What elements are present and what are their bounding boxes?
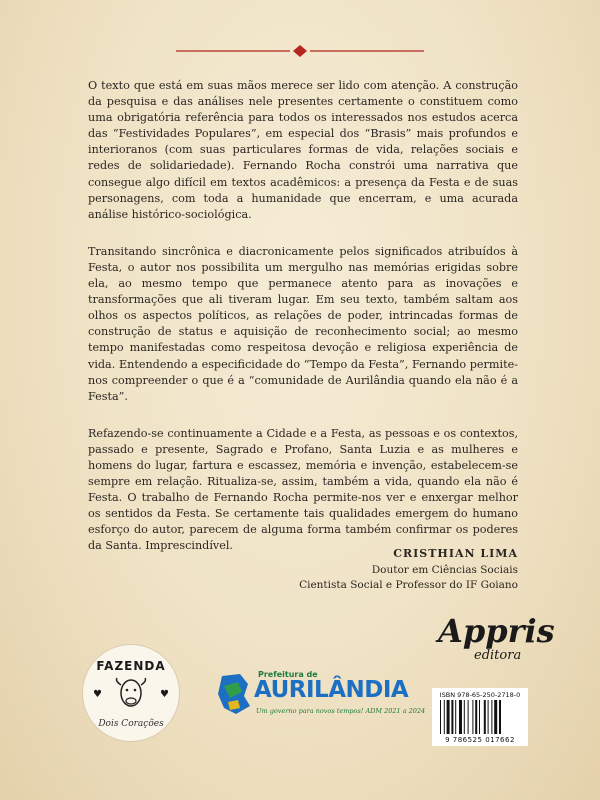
barcode-number: 9 786525 017662 <box>445 736 515 744</box>
author-signature <box>299 546 518 593</box>
barcode-bar <box>484 700 486 734</box>
barcode-bar <box>447 700 450 734</box>
barcode-bar <box>472 700 473 734</box>
signature-title-2: Cientista Social e Professor do IF Goiano <box>299 579 518 591</box>
heart-icon: ♥ <box>93 689 102 700</box>
cow-icon <box>113 675 149 711</box>
barcode-bar <box>494 700 497 734</box>
prefeitura-name: AURILÂNDIA <box>254 677 409 703</box>
barcode-bar <box>455 700 456 734</box>
back-cover-text <box>88 78 518 576</box>
fazenda-subtitle: Dois Corações <box>98 719 164 729</box>
fazenda-title: FAZENDA <box>96 659 166 673</box>
isbn-barcode <box>432 688 528 746</box>
paragraph-3: Refazendo-se continuamente a Cidade e a Festa, as pessoas e os contextos, passado e presente, Sagrado e Profano, Santa Luzia e as mulheres e homens do lugar, fartura e escassez, memória e invenção, estabelecem-se sempre em relação. Ritualiza-se, assim, também a vida, quando ela não é Festa. O trabalho de Fernando Rocha permite-nos ver e enxergar melhor os sentidos da Festa. Se certamente tais qualidades emergem do humano esforço do autor, parecem de alguma forma também confirmar os poderes da Santa. Imprescindível. <box>88 426 518 553</box>
barcode-bar <box>451 700 453 734</box>
barcode-bar <box>468 700 469 734</box>
barcode-bars <box>440 700 520 734</box>
barcode-bar <box>440 700 441 734</box>
prefeitura-label: Prefeitura de <box>258 670 318 679</box>
appris-name: Appris <box>438 612 555 650</box>
barcode-bar <box>491 700 492 734</box>
prefeitura-logo <box>214 666 426 726</box>
barcode-bar <box>479 700 480 734</box>
signature-title-1: Doutor em Ciências Sociais <box>371 564 518 576</box>
heart-icon: ♥ <box>160 689 169 700</box>
prefeitura-slogan: Um governo para novos tempos! ADM 2021 a 2024 <box>256 707 426 715</box>
barcode-bar <box>488 700 489 734</box>
paragraph-2: Transitando sincrônica e diacronicamente pelos significados atribuídos à Festa, o autor nos possibilita um mergulho nas memórias erigidas sobre ela, ao mesmo tempo que permanece atento para as inovações e transformações que ali tiveram lugar. Em seu texto, também saltam aos olhos os aspectos políticos, as relações de poder, intrincadas formas de construção de status e aquisição de reconhecimento social; ao mesmo tempo manifestadas como respeitosa devoção e religiosa experiência de vida. Entendendo a especificidade do “Tempo da Festa”, Fernando permite-nos compreender o que é a “comunidade de Aurilândia quando ela não é a Festa”. <box>88 244 518 403</box>
diamond-icon <box>293 45 307 57</box>
map-icon <box>214 672 252 716</box>
barcode-bar <box>464 700 465 734</box>
barcode-bar <box>475 700 477 734</box>
paragraph-1: O texto que está em suas mãos merece ser lido com atenção. A construção da pesquisa e das análises nele presentes certamente o constituem como uma obrigatória referência para todos os interessados nos estudos acerca das “Festividades Populares”, em especial dos “Brasis” mais profundos e interioranos (com suas particulares formas de vida, relações sociais e redes de solidariedade). Fernando Rocha constrói uma narrativa que consegue algo difícil em textos acadêmicos: a presença da Festa e de suas personagens, com toda a humanidade que encerram, e uma acurada análise histórico-sociológica. <box>88 79 518 221</box>
isbn-text: ISBN 978-65-250-2718-0 <box>439 691 521 699</box>
decorative-divider <box>176 44 424 58</box>
barcode-bar <box>444 700 445 734</box>
appris-logo <box>432 612 555 668</box>
appris-sub: editora <box>474 648 522 663</box>
signature-name: CRISTHIAN LIMA <box>393 547 518 560</box>
barcode-bar <box>499 700 501 734</box>
barcode-bar <box>459 700 462 734</box>
fazenda-logo <box>82 644 180 742</box>
